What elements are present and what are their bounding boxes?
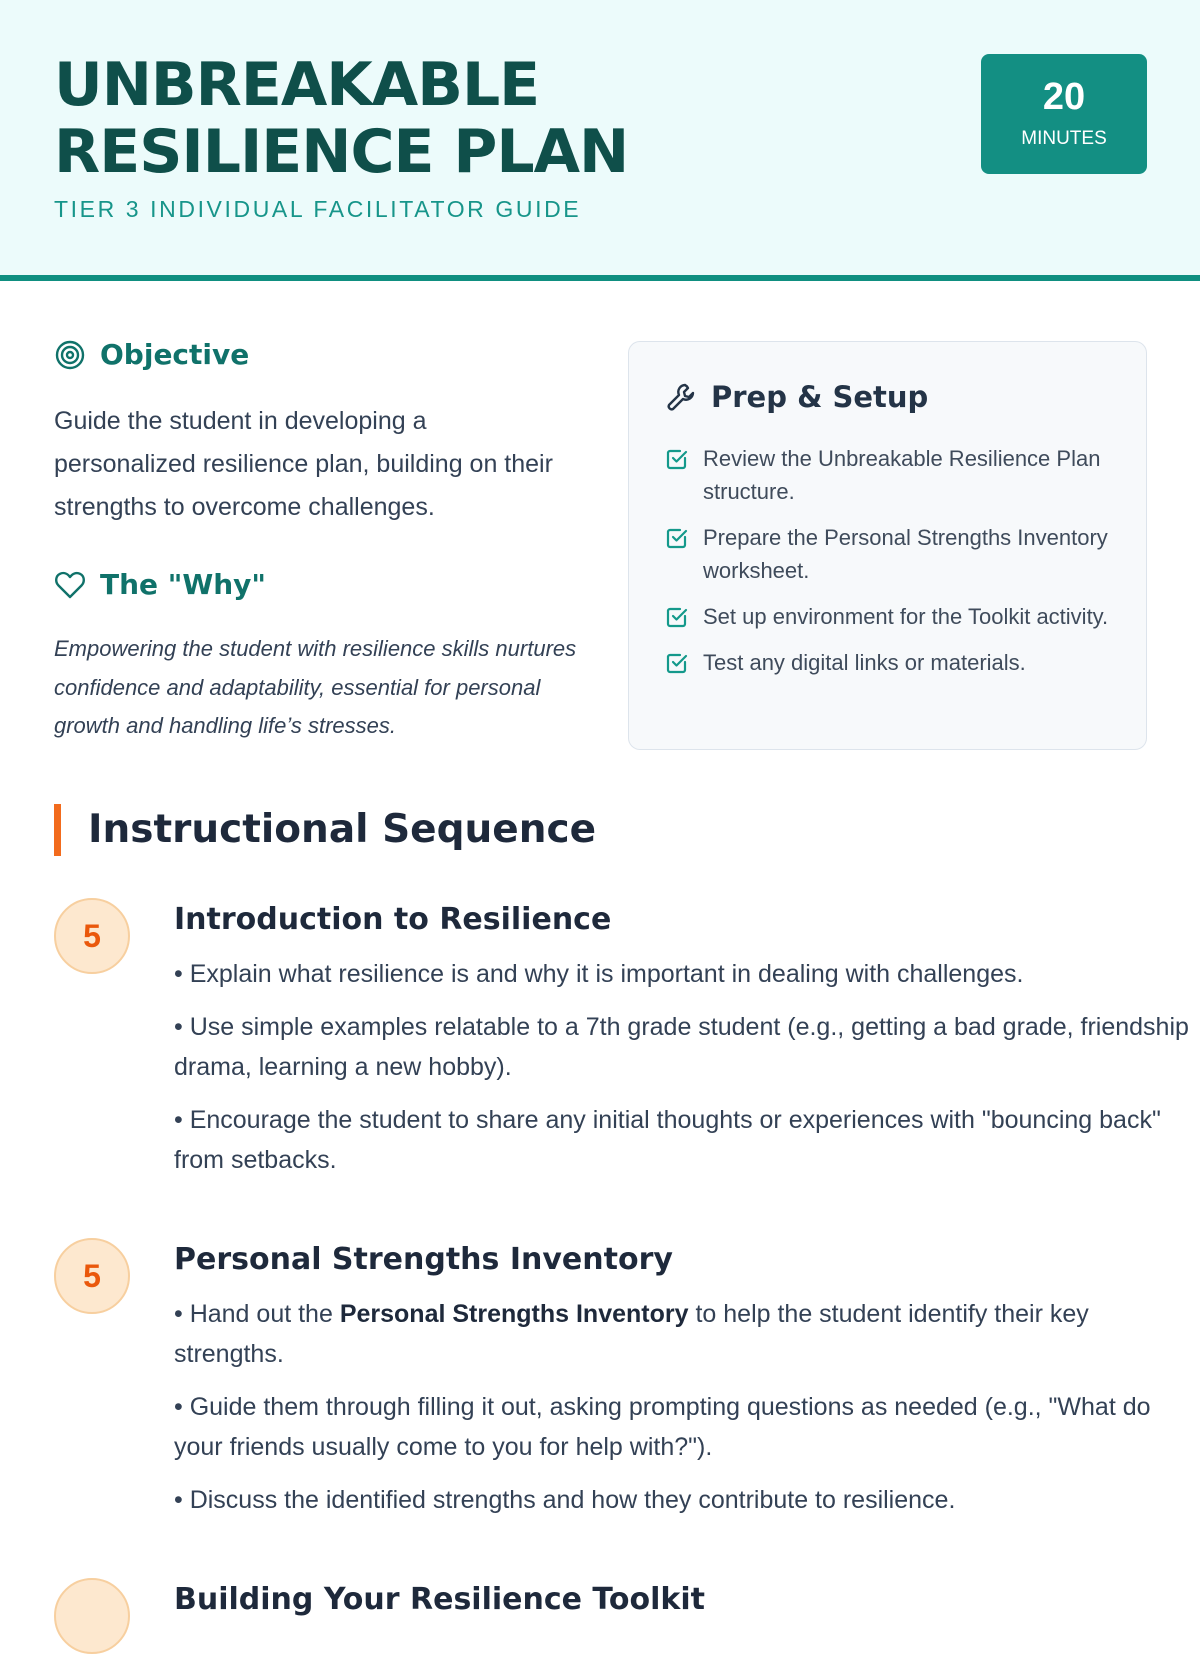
checklist-item xyxy=(665,442,1125,508)
checklist-item xyxy=(665,646,1125,679)
objective-heading xyxy=(54,338,249,371)
checklist-item xyxy=(665,600,1125,633)
step-title: Personal Strengths Inventory xyxy=(174,1242,673,1277)
checkbox-checked-icon xyxy=(665,447,689,471)
step-bullets xyxy=(174,1294,1194,1533)
checkbox-checked-icon xyxy=(665,526,689,550)
why-heading-label: The "Why" xyxy=(100,568,267,601)
wrench-icon xyxy=(665,381,697,413)
heart-icon xyxy=(54,570,86,600)
duration-value: 20 xyxy=(1042,76,1086,118)
prep-heading-label: Prep & Setup xyxy=(711,380,929,414)
step-title: Building Your Resilience Toolkit xyxy=(174,1582,705,1617)
checklist-item-label: Review the Unbreakable Resilience Plan structure. xyxy=(703,446,1101,504)
page-header xyxy=(0,0,1200,281)
target-icon xyxy=(54,339,86,371)
why-text: Empowering the student with resilience skills nurtures confidence and adaptability, essential for personal growth and handling life’s stresses. xyxy=(54,636,577,738)
step-minutes-badge: 5 xyxy=(54,898,130,974)
step-bullet: • Explain what resilience is and why it is important in dealing with challenges. xyxy=(174,960,1024,988)
step-bullet: • Hand out the Personal Strengths Inventory to help the student identify their key strengths. xyxy=(174,1300,1089,1368)
prep-checklist xyxy=(665,442,1125,692)
step-bullet: • Discuss the identified strengths and how they contribute to resilience. xyxy=(174,1486,956,1514)
prep-heading xyxy=(665,380,928,414)
checklist-item-label: Prepare the Personal Strengths Inventory worksheet. xyxy=(703,525,1108,583)
prep-setup-card xyxy=(628,341,1147,750)
instructional-sequence-heading: Instructional Sequence xyxy=(54,804,596,856)
step-minutes-badge xyxy=(54,1578,130,1654)
objective-text: Guide the student in developing a personalized resilience plan, building on their strengths to overcome challenges. xyxy=(54,407,553,521)
step-title: Introduction to Resilience xyxy=(174,902,612,937)
page-subtitle: TIER 3 INDIVIDUAL FACILITATOR GUIDE xyxy=(54,196,582,222)
step-bullet: • Use simple examples relatable to a 7th grade student (e.g., getting a bad grade, friendship drama, learning a new hobby). xyxy=(174,1013,1189,1081)
checklist-item-label: Test any digital links or materials. xyxy=(703,650,1026,675)
checkbox-checked-icon xyxy=(665,651,689,675)
checkbox-checked-icon xyxy=(665,605,689,629)
why-heading xyxy=(54,568,266,601)
step-bullets xyxy=(174,954,1194,1193)
objective-heading-label: Objective xyxy=(100,338,250,371)
page-title: UNBREAKABLE RESILIENCE PLAN xyxy=(54,50,629,187)
checklist-item-label: Set up environment for the Toolkit activity. xyxy=(703,604,1109,629)
step-bullet: • Encourage the student to share any initial thoughts or experiences with "bouncing back" from setbacks. xyxy=(174,1106,1161,1174)
duration-unit: MINUTES xyxy=(1021,128,1107,149)
duration-badge xyxy=(981,54,1147,174)
bold-term: Personal Strengths Inventory xyxy=(339,1300,689,1328)
checklist-item xyxy=(665,521,1125,587)
step-minutes-badge: 5 xyxy=(54,1238,130,1314)
step-bullet: • Guide them through filling it out, asking prompting questions as needed (e.g., "What do your friends usually come to you for help with?"). xyxy=(174,1393,1151,1461)
